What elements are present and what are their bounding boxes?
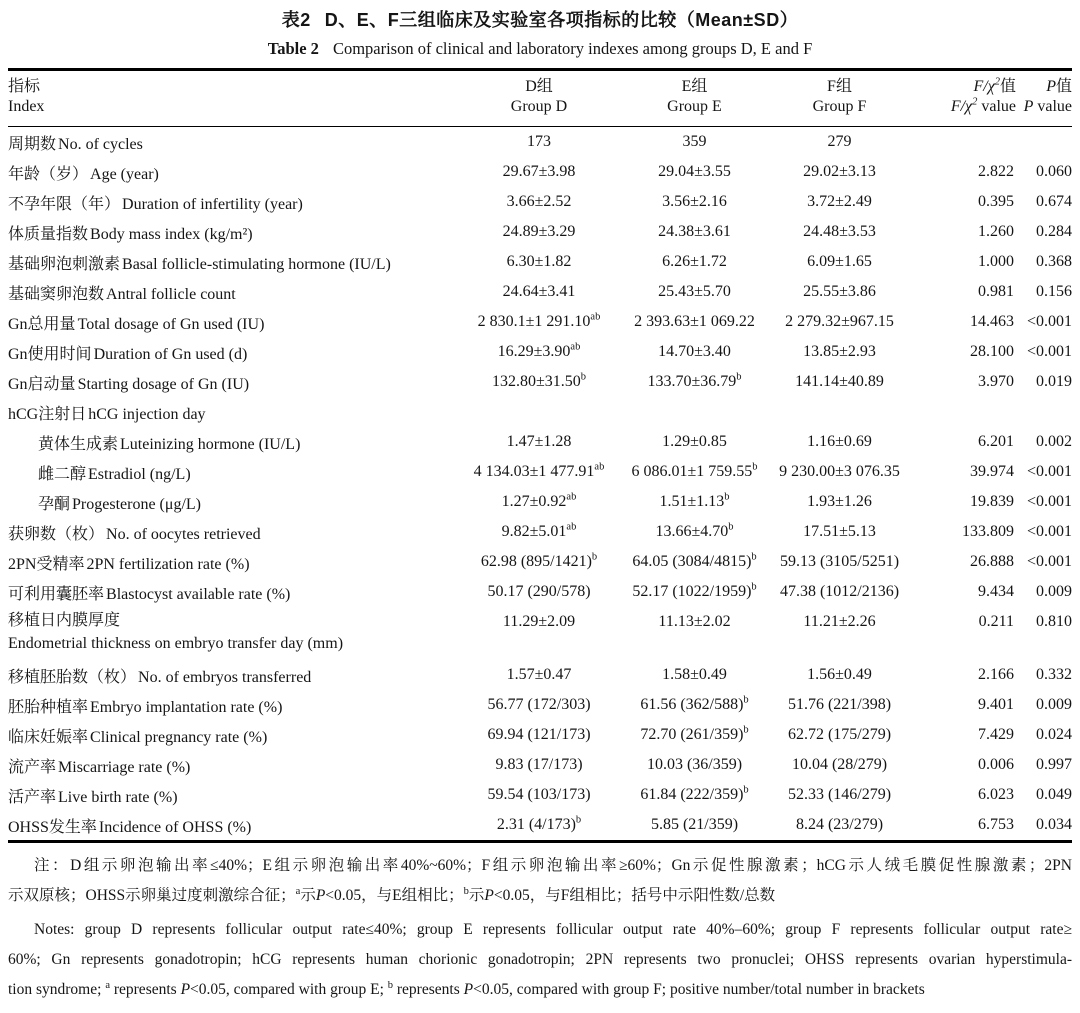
row-label: 基础窦卵泡数 Antral follicle count	[8, 285, 236, 303]
cell-group-e: 1.58±0.49	[662, 666, 727, 683]
cell-group-e: 6.26±1.72	[662, 253, 727, 270]
data-table	[8, 68, 1072, 843]
cell-group-f: 51.76 (221/398)	[787, 696, 892, 713]
row-label: 不孕年限（年） Duration of infertility (year)	[8, 195, 303, 213]
cell-group-d: 1.57±0.47	[506, 666, 572, 683]
cell-f-chi: 39.974	[970, 463, 1014, 480]
cell-group-e: 61.84 $(222/359)^b$	[640, 784, 749, 803]
cell-group-e: 6 086.01±1 759.55$^b$	[631, 461, 758, 480]
cell-group-e: 25.43±5.70	[658, 283, 731, 300]
cell-group-d: 24.89±3.29	[502, 223, 576, 240]
cell-p-value	[1016, 397, 1072, 427]
cell-p-value: 0.024	[1036, 726, 1072, 743]
cell-p-value: 0.009	[1036, 696, 1072, 713]
cell-group-e: 52.17 $(1022/1959)^b$	[632, 581, 757, 600]
row-label: 移植日内膜厚度 Endometrial thickness on embryo transfer day (mm)	[8, 612, 344, 652]
cell-group-d: 56.77 (172/303)	[487, 696, 591, 713]
header-p-value: P值 P value	[1016, 70, 1072, 127]
table-row	[8, 157, 1072, 187]
cell-p-value	[1016, 127, 1072, 158]
cell-group-f: 59.13 (3105/5251)	[779, 553, 900, 570]
cell-group-f: 2 279.32±967.15	[785, 313, 894, 330]
cell-group-e: 2 393.63±1 069.22	[634, 313, 755, 330]
table-row	[8, 277, 1072, 307]
cell-p-value: <0.001	[1026, 553, 1072, 570]
cell-group-f: 279	[827, 133, 852, 150]
cell-f-chi: 6.753	[978, 816, 1014, 833]
cell-p-value: 0.284	[1036, 223, 1072, 240]
cell-group-e: 29.04±3.55	[658, 163, 731, 180]
row-label: OHSS发生率 Incidence of OHSS (%)	[8, 818, 252, 836]
row-label: 年龄（岁） Age (year)	[8, 165, 159, 183]
row-label: 孕酮 Progesterone (μg/L)	[38, 495, 201, 513]
row-label: 黄体生成素 Luteinizing hormone (IU/L)	[38, 435, 301, 453]
header-group-f: F组 Group F	[766, 70, 913, 127]
cell-group-f: 47.38 (1012/2136)	[779, 583, 900, 600]
header-group-d: D组 Group D	[455, 70, 623, 127]
cell-p-value: <0.001	[1026, 523, 1072, 540]
cell-group-d	[455, 397, 623, 427]
cell-group-f: 3.72±2.49	[807, 193, 872, 210]
note-line: Notes: group D represents follicular output rate≤40%; group E represents follicular output rate 40%–60%; group F represents follicular output rate≥	[34, 921, 1072, 938]
cell-p-value: <0.001	[1026, 463, 1072, 480]
table-row	[8, 750, 1072, 780]
cell-group-d: 1.27±0.92$^{ab}$	[501, 491, 577, 510]
header-row	[8, 70, 1072, 127]
row-label: 体质量指数 Body mass index (kg/m²)	[8, 225, 253, 243]
cell-p-value: 0.810	[1036, 613, 1072, 630]
cell-f-chi: 3.970	[978, 373, 1014, 390]
table-title-en-text: Comparison of clinical and laboratory indexes among groups D, E and F	[332, 39, 813, 58]
header-index-en: Index	[8, 98, 45, 115]
cell-f-chi: 14.463	[970, 313, 1014, 330]
cell-group-d: 9.82±5.01$^{ab}$	[501, 521, 577, 540]
cell-group-d: 1.47±1.28	[506, 433, 572, 450]
cell-group-e: 72.70 $(261/359)^b$	[640, 724, 749, 743]
cell-group-d: 62.98 $(895/1421)^b$	[480, 551, 598, 570]
note-zh	[8, 851, 1072, 911]
cell-f-chi: 26.888	[970, 553, 1014, 570]
header-index-zh: 指标	[8, 78, 41, 95]
cell-f-chi: 6.201	[978, 433, 1014, 450]
cell-p-value: <0.001	[1026, 493, 1072, 510]
table-row	[8, 397, 1072, 427]
cell-group-f: 13.85±2.93	[803, 343, 876, 360]
cell-f-chi: 0.006	[978, 756, 1014, 773]
cell-f-chi: 2.166	[978, 666, 1014, 683]
row-label: hCG注射日 hCG injection day	[8, 405, 206, 423]
row-label: 流产率 Miscarriage rate (%)	[8, 758, 191, 776]
cell-p-value: 0.002	[1036, 433, 1072, 450]
cell-group-d: 173	[527, 133, 551, 150]
cell-p-value: 0.060	[1036, 163, 1072, 180]
cell-group-f: 1.56±0.49	[807, 666, 872, 683]
cell-group-d: 6.30±1.82	[506, 253, 572, 270]
table-title-zh-text: D、E、F三组临床及实验室各项指标的比较（Mean±SD）	[324, 10, 799, 30]
row-label: 获卵数（枚） No. of oocytes retrieved	[8, 525, 261, 543]
header-f-chi: $F/\chi^2$值 $F/\chi^2$ value	[913, 70, 1016, 127]
cell-group-d: 59.54 (103/173)	[487, 786, 591, 803]
cell-group-f: 62.72 (175/279)	[787, 726, 892, 743]
cell-group-d: 50.17 (290/578)	[487, 583, 591, 600]
cell-group-f: 1.16±0.69	[807, 433, 872, 450]
cell-f-chi: 0.981	[978, 283, 1014, 300]
cell-p-value: 0.368	[1036, 253, 1072, 270]
cell-f-chi	[913, 397, 1016, 427]
cell-p-value: <0.001	[1026, 313, 1072, 330]
cell-group-d: 29.67±3.98	[502, 163, 576, 180]
cell-f-chi: 19.839	[970, 493, 1014, 510]
row-label: 移植胚胎数（枚） No. of embryos transferred	[8, 668, 312, 686]
cell-group-d: 3.66±2.52	[506, 193, 572, 210]
cell-group-f: 24.48±3.53	[803, 223, 876, 240]
cell-group-d: 9.83 (17/173)	[495, 756, 583, 773]
cell-group-d: 132.80±31.50$^b$	[491, 371, 587, 390]
note-line: 60%; Gn represents gonadotropin; hCG represents human chorionic gonadotropin; 2PN represents two pronuclei; OHSS represents ovarian hyperstimula-	[8, 951, 1072, 968]
row-label: 可利用囊胚率 Blastocyst available rate (%)	[8, 585, 291, 603]
cell-group-f	[766, 397, 913, 427]
cell-f-chi: 28.100	[970, 343, 1014, 360]
table-row	[8, 247, 1072, 277]
note-line: tion syndrome; $^a$ represents P<0.05, compared with group E; $^b$ represents P<0.05, compared with group F; positive number/total number in brackets	[8, 979, 925, 998]
cell-group-f: 141.14±40.89	[795, 373, 884, 390]
table-number-zh: 表2	[281, 10, 311, 30]
row-label: Gn启动量 Starting dosage of Gn (IU)	[8, 375, 250, 393]
row-label: Gn使用时间 Duration of Gn used (d)	[8, 345, 248, 363]
table-row	[8, 720, 1072, 750]
cell-group-f: 8.24 (23/279)	[795, 816, 884, 833]
cell-f-chi: 9.434	[978, 583, 1014, 600]
table-row	[8, 457, 1072, 487]
table-row	[8, 577, 1072, 607]
cell-f-chi	[913, 127, 1016, 158]
cell-p-value: 0.049	[1036, 786, 1072, 803]
table-row	[8, 690, 1072, 720]
cell-group-f: 11.21±2.26	[803, 613, 876, 630]
table-row	[8, 367, 1072, 397]
table-row	[8, 607, 1072, 660]
cell-group-f: 52.33 (146/279)	[787, 786, 892, 803]
table-row	[8, 427, 1072, 457]
cell-group-e: 3.56±2.16	[662, 193, 727, 210]
cell-p-value: 0.034	[1036, 816, 1072, 833]
row-label: 周期数 No. of cycles	[8, 135, 143, 153]
cell-group-d: 69.94 (121/173)	[487, 726, 591, 743]
cell-p-value: <0.001	[1026, 343, 1072, 360]
cell-group-e: 5.85 (21/359)	[650, 816, 739, 833]
cell-group-e: 10.03 (36/359)	[646, 756, 743, 773]
cell-group-e: 24.38±3.61	[658, 223, 731, 240]
cell-group-f: 25.55±3.86	[803, 283, 876, 300]
header-group-e: E组 Group E	[623, 70, 766, 127]
cell-group-e	[623, 397, 766, 427]
table-row	[8, 780, 1072, 810]
table-notes	[8, 851, 1072, 1005]
note-line: 示双原核；OHSS示卵巢过度刺激综合征；$^a$示P<0.05，与E组相比；$^b$示P<0.05，与F组相比；括号中示阳性数/总数	[8, 885, 776, 904]
cell-p-value: 0.332	[1036, 666, 1072, 683]
cell-group-e: 1.29±0.85	[662, 433, 727, 450]
cell-group-f: 10.04 (28/279)	[791, 756, 888, 773]
table-row	[8, 187, 1072, 217]
cell-group-e: 13.66±4.70$^b$	[655, 521, 734, 540]
cell-group-d: 2.31 $(4/173)^b$	[496, 814, 582, 833]
table-row	[8, 307, 1072, 337]
cell-group-d: 11.29±2.09	[502, 613, 576, 630]
cell-f-chi: 0.211	[978, 613, 1014, 630]
cell-group-f: 1.93±1.26	[807, 493, 872, 510]
row-label: Gn总用量 Total dosage of Gn used (IU)	[8, 315, 265, 333]
cell-p-value: 0.674	[1036, 193, 1072, 210]
cell-group-d: 16.29±3.90$^{ab}$	[497, 341, 581, 360]
cell-group-e: 359	[682, 133, 707, 150]
cell-group-f: 17.51±5.13	[803, 523, 876, 540]
table-title-zh	[8, 8, 1072, 32]
table-row	[8, 517, 1072, 547]
cell-f-chi: 6.023	[978, 786, 1014, 803]
cell-f-chi: 7.429	[978, 726, 1014, 743]
cell-group-f: 29.02±3.13	[803, 163, 876, 180]
cell-p-value: 0.997	[1036, 756, 1072, 773]
cell-group-e: 64.05 $(3084/4815)^b$	[632, 551, 757, 570]
row-label: 活产率 Live birth rate (%)	[8, 788, 178, 806]
cell-group-f: 6.09±1.65	[807, 253, 872, 270]
cell-p-value: 0.156	[1036, 283, 1072, 300]
row-label: 临床妊娠率 Clinical pregnancy rate (%)	[8, 728, 268, 746]
cell-p-value: 0.019	[1036, 373, 1072, 390]
table-number-en: Table 2	[267, 39, 319, 58]
row-label: 雌二醇 Estradiol (ng/L)	[38, 465, 191, 483]
cell-group-e: 61.56 $(362/588)^b$	[640, 694, 749, 713]
table-row	[8, 547, 1072, 577]
cell-group-d: 24.64±3.41	[502, 283, 576, 300]
table-row	[8, 660, 1072, 690]
cell-group-e: 11.13±2.02	[658, 613, 731, 630]
table-row	[8, 337, 1072, 367]
cell-group-d: 2 830.1±1 291.10$^{ab}$	[477, 311, 601, 330]
note-line: 注：D组示卵泡输出率≤40%；E组示卵泡输出率40%~60%；F组示卵泡输出率≥60%；Gn示促性腺激素；hCG示人绒毛膜促性腺激素；2PN	[34, 857, 1072, 874]
row-label: 基础卵泡刺激素 Basal follicle-stimulating hormone (IU/L)	[8, 255, 391, 273]
table-row	[8, 810, 1072, 842]
cell-f-chi: 9.401	[978, 696, 1014, 713]
cell-f-chi: 133.809	[962, 523, 1014, 540]
row-label: 2PN受精率 2PN fertilization rate (%)	[8, 555, 250, 573]
cell-p-value: 0.009	[1036, 583, 1072, 600]
cell-f-chi: 0.395	[978, 193, 1014, 210]
header-index	[8, 70, 455, 127]
cell-group-e: 14.70±3.40	[658, 343, 731, 360]
cell-f-chi: 1.000	[978, 253, 1014, 270]
cell-group-f: 9 230.00±3 076.35	[779, 463, 900, 480]
cell-group-e: 133.70±36.79$^b$	[647, 371, 742, 390]
cell-group-e: 1.51±1.13$^b$	[659, 491, 730, 510]
cell-f-chi: 1.260	[978, 223, 1014, 240]
cell-f-chi: 2.822	[978, 163, 1014, 180]
table-row	[8, 217, 1072, 247]
table-row	[8, 487, 1072, 517]
table-row	[8, 127, 1072, 158]
cell-group-d: 4 134.03±1 477.91$^{ab}$	[473, 461, 605, 480]
table-title-en	[8, 38, 1072, 60]
row-label: 胚胎种植率 Embryo implantation rate (%)	[8, 698, 283, 716]
note-en	[8, 915, 1072, 1005]
